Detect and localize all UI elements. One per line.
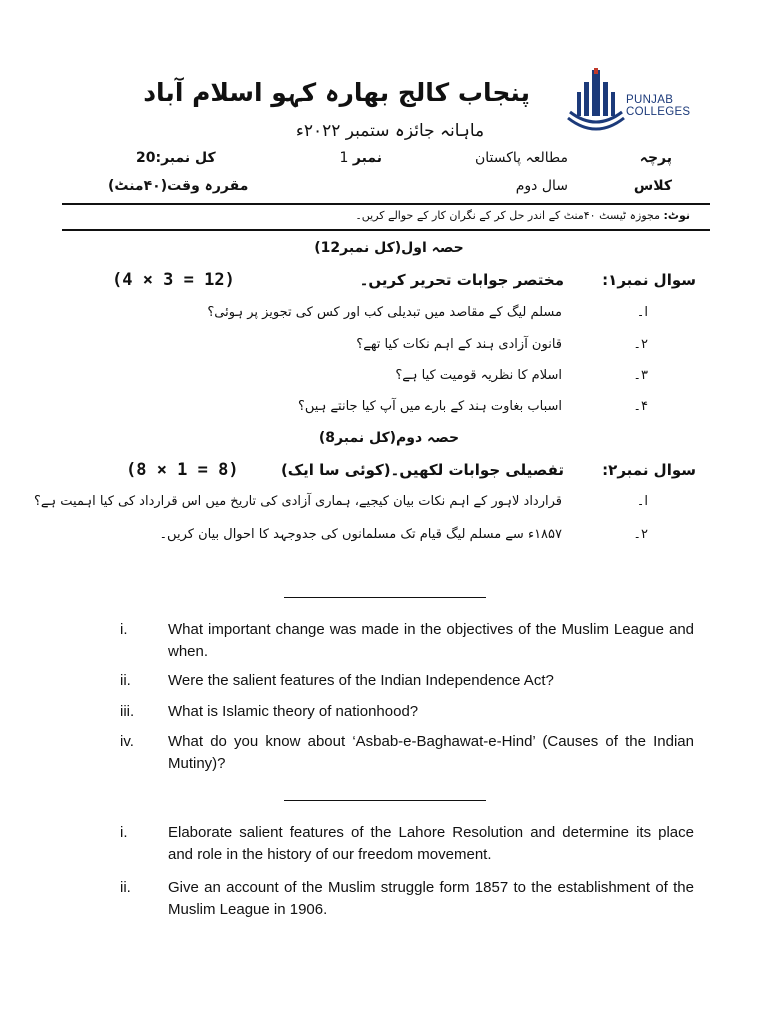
section2-instruction: تفصیلی جوابات لکھیں۔(کوئی سا ایک) [280,461,564,479]
list-item-number: ii. [120,672,131,689]
number-label: نمبر 1 [339,150,382,166]
header-rule-top [62,203,710,205]
s1-item-text: قانون آزادی ہند کے اہم نکات کیا تھے؟ [356,337,562,352]
list-item-number: i. [120,621,128,638]
time-allowed: مقررہ وقت(۴۰منٹ) [108,178,249,194]
logo-text-line1: PUNJAB [626,94,674,106]
s1-item-text: مسلم لیگ کے مقاصد میں تبدیلی کب اور کس کی تجویز پر ہوئی؟ [207,305,562,320]
list-item-number: i. [120,824,128,841]
class-value: سال دوم [515,178,568,194]
s1-item-text: اسباب بغاوت ہند کے بارے میں آپ کیا جانتے ہیں؟ [297,399,562,414]
list-item-number: iii. [120,703,135,720]
subject-value: مطالعہ پاکستان [474,150,568,166]
s2-item-num: ۲۔ [633,527,648,542]
s1-item-num: ۴۔ [633,399,648,414]
note: نوٹ: مجوزہ ٹیسٹ ۴۰منٹ کے اندر حل کر کے نگران کار کے حوالے کریں۔ [355,209,690,222]
list-item-text: What do you know about ‘Asbab-e-Baghawat-e-Hind’ (Causes of the Indian Mutiny)? [168,733,694,772]
section2-question-label: سوال نمبر۲: [602,461,696,479]
header-rule-bottom [62,229,710,231]
total-marks: کل نمبر:20 [136,150,216,166]
section1-instruction: مختصر جوابات تحریر کریں۔ [359,271,564,289]
logo-text-line2: COLLEGES [626,106,691,118]
list-item-text: Elaborate salient features of the Lahore Resolution and determine its place and role in the history of our freedom movement. [168,824,694,863]
separator-line [284,597,486,598]
english-questions-part2 [120,822,694,932]
list-item-text: Were the salient features of the Indian Independence Act? [168,672,554,689]
section1-formula: (4 × 3 = 12) [112,270,235,290]
s2-item-num: ا۔ [636,494,648,509]
section2-formula: (8 × 1 = 8) [126,460,239,480]
list-item-text: Give an account of the Muslim struggle form 1857 to the establishment of the Muslim League in 1906. [168,879,694,918]
s1-item-num: ا۔ [636,305,648,320]
english-questions-part1 [120,619,694,779]
list-item-text: What is Islamic theory of nationhood? [168,703,419,720]
s2-item-text: ۱۸۵۷ء سے مسلم لیگ قیام تک مسلمانوں کی جدوجہد کا احوال بیان کریں۔ [159,527,562,542]
list-item-number: ii. [120,879,131,896]
s1-item-num: ۳۔ [633,368,648,383]
exam-subtitle: ماہانہ جائزہ ستمبر ۲۰۲۲ء [295,121,485,141]
section1-question-label: سوال نمبر۱: [602,271,696,289]
s2-item-text: قرارداد لاہور کے اہم نکات بیان کیجیے، ہماری آزادی کی تاریخ میں اس قرارداد کی کیا اہمیت ہے؟ [33,494,562,509]
separator-line [284,800,486,801]
logo-mark-icon [566,68,626,138]
subject-label: پرچہ [639,150,672,166]
list-item-number: iv. [120,733,134,750]
class-label: کلاس [633,178,672,194]
list-item-text: What important change was made in the objectives of the Muslim League and when. [168,621,694,660]
punjab-colleges-logo [566,68,696,138]
s1-item-num: ۲۔ [633,337,648,352]
s1-item-text: اسلام کا نظریہ قومیت کیا ہے؟ [395,368,562,383]
section2-heading: حصہ دوم(کل نمبر8) [318,430,460,446]
college-title: پنجاب کالج بھارہ کہو اسلام آباد [143,78,530,107]
section1-heading: حصہ اول(کل نمبر12) [314,240,464,256]
